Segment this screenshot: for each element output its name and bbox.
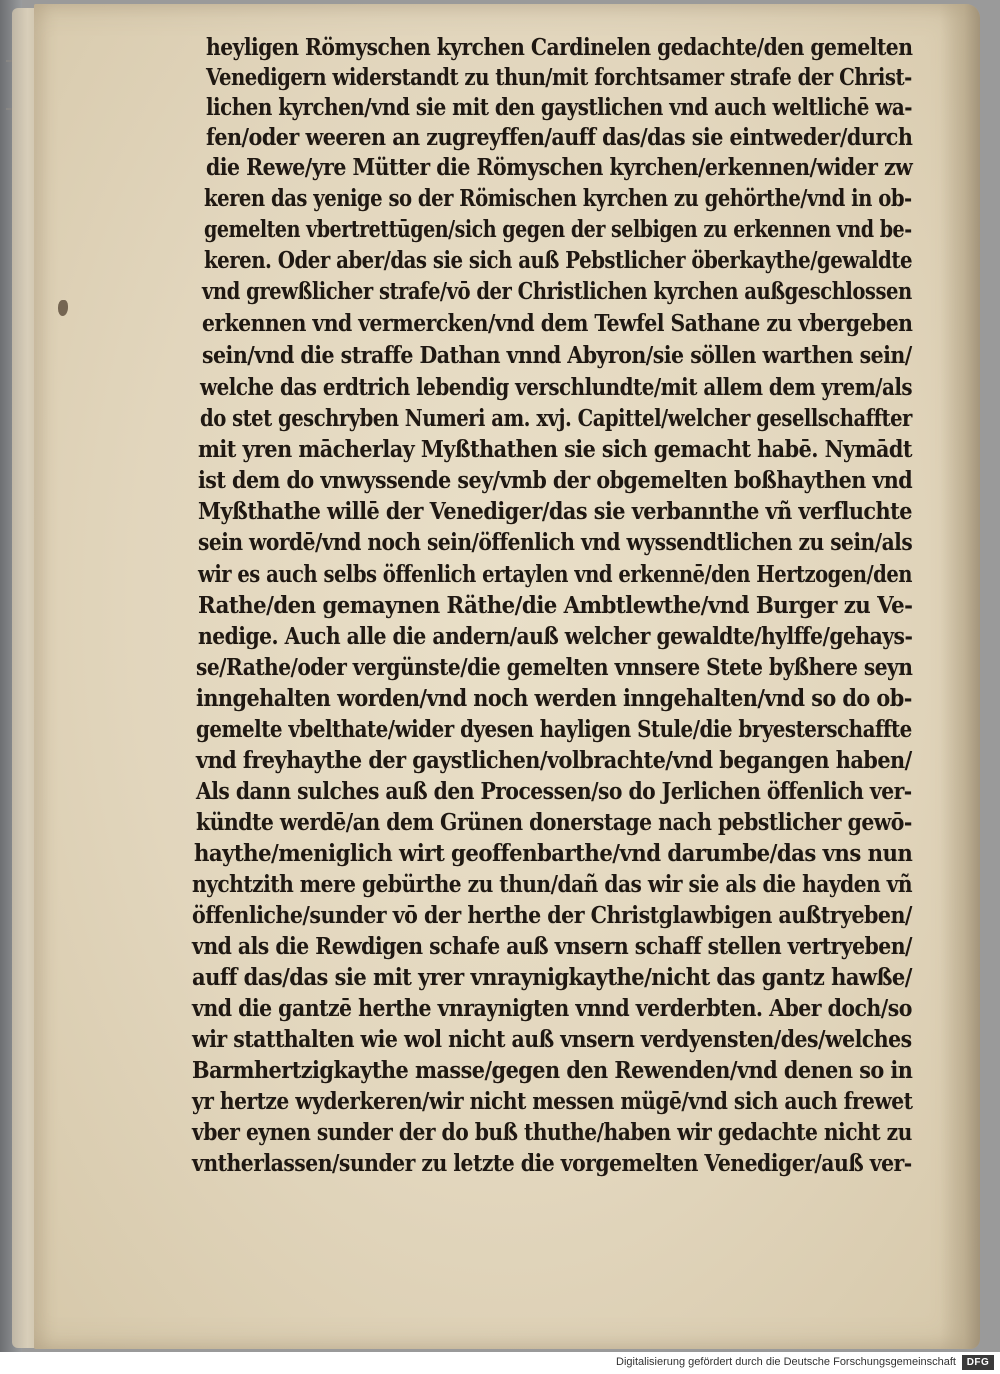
text-line: Myßthathe willē der Venediger/das sie verbannthe vñ verfluchte <box>198 498 912 525</box>
text-line: Als dann sulches auß den Processen/so do Jerlichen öffenlich ver- <box>196 778 912 805</box>
text-line: wir es auch selbs öffenlich ertaylen vnd erkennē/den Hertzogen/den <box>198 561 913 588</box>
text-line: heyligen Römyschen kyrchen Cardinelen gedachte/den gemelten <box>206 34 913 61</box>
text-line: mit yren mācherlay Myßthathen sie sich gemacht habē. Nymādt <box>198 436 912 463</box>
text-line: yr hertze wyderkeren/wir nicht messen mügē/vnd sich auch frewet <box>192 1088 913 1115</box>
text-line: Venedigern widerstandt zu thun/mit forchtsamer strafe der Christ- <box>206 64 912 91</box>
text-line: do stet geschryben Numeri am. xvj. Capittel/welcher gesellschaffter <box>200 405 912 432</box>
dfg-logo: DFG <box>962 1355 994 1370</box>
text-line: vnd freyhaythe der gaystlichen/volbrachte/vnd begangen haben/ <box>196 747 912 774</box>
text-line: gemelten vbertrettūgen/sich gegen der selbigen zu erkennen vnd be- <box>204 216 912 243</box>
text-line: nychtzith mere gebürthe zu thun/dañ das wir sie als die hayden vñ <box>192 871 913 898</box>
text-line: erkennen vnd vermercken/vnd dem Tewfel Sathane zu vbergeben <box>202 310 913 337</box>
text-line: Barmhertzigkaythe masse/gegen den Rewenden/vnd denen so in <box>192 1057 913 1084</box>
text-line: se/Rathe/oder vergünste/die gemelten vnnsere Stete byßhere seyn <box>196 654 913 681</box>
text-line: wir statthalten wie wol nicht auß vnsern verdyensten/des/welches <box>192 1026 912 1053</box>
text-line: kündte werdē/an dem Grünen donerstage nach pebstlicher gewō- <box>196 809 912 836</box>
text-line: keren. Oder aber/das sie sich auß Pebstlicher öberkaythe/gewaldte <box>204 247 913 274</box>
text-line: lichen kyrchen/vnd sie mit den gaystlichen vnd auch weltlichē wa- <box>206 94 913 121</box>
text-line: vnd als die Rewdigen schafe auß vnsern schaff stellen vertryeben/ <box>192 933 912 960</box>
text-line: öffenliche/sunder vō der herthe der Christglawbigen außtryeben/ <box>192 902 912 929</box>
text-line: vnd grewßlicher strafe/vō der Christlichen kyrchen außgeschlossen <box>202 278 912 305</box>
text-line: keren das yenige so der Römischen kyrchen zu gehörthe/vnd in ob- <box>204 185 912 212</box>
text-line: sein wordē/vnd noch sein/öffenlich vnd wyssendtlichen zu sein/als <box>198 529 913 556</box>
text-line: fen/oder weeren an zugreyffen/auff das/das sie eintweder/durch <box>206 124 913 151</box>
text-line: sein/vnd die straffe Dathan vnnd Abyron/sie söllen warthen sein/ <box>202 342 912 369</box>
footer-credit: Digitalisierung gefördert durch die Deutsche Forschungsgemeinschaft <box>616 1356 956 1368</box>
text-line: welche das erdtrich lebendig verschlundte/mit allem dem yrem/als <box>200 374 913 401</box>
footer-bar <box>0 1352 1000 1374</box>
text-line: gemelte vbelthate/wider dyesen hayligen Stule/die bryesterschaffte <box>196 716 912 743</box>
text-line: nedige. Auch alle die andern/auß welcher gewaldte/hylffe/gehays- <box>198 623 913 650</box>
text-line: haythe/meniglich wirt geoffenbarthe/vnd darumbe/das vns nun <box>194 840 913 867</box>
text-line: Rathe/den gemaynen Räthe/die Ambtlewthe/vnd Burger zu Ve- <box>198 592 913 619</box>
text-line: inngehalten worden/vnd noch werden inngehalten/vnd so do ob- <box>196 685 912 712</box>
text-line: auff das/das sie mit yrer vnraynigkaythe/nicht das gantz hawße/ <box>192 964 912 991</box>
text-line: vber eynen sunder der do buß thuthe/haben wir gedachte nicht zu <box>192 1119 912 1146</box>
text-line: vntherlassen/sunder zu letzte die vorgemelten Venediger/auß ver- <box>192 1150 912 1177</box>
text-line: ist dem do vnwyssende sey/vmb der obgemelten boßhaythen vnd <box>198 467 913 494</box>
text-line: vnd die gantzē herthe vnraynigten vnnd verderbten. Aber doch/so <box>192 995 912 1022</box>
text-line: die Rewe/yre Mütter die Römyschen kyrchen/erkennen/wider zw <box>206 154 913 181</box>
